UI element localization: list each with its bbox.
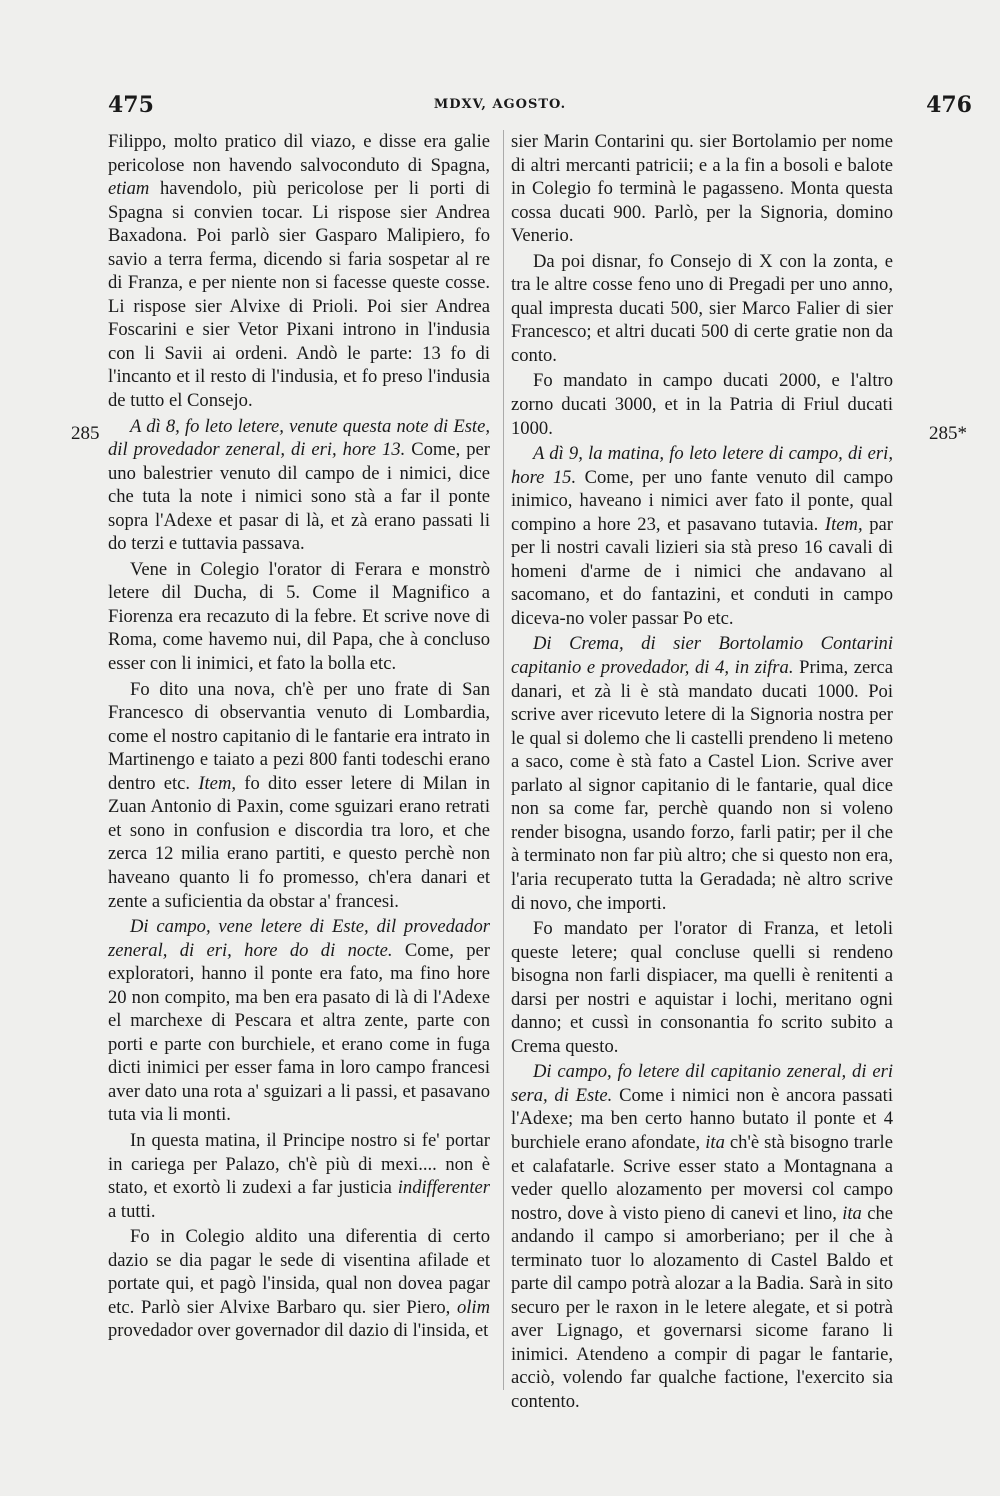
text-run: Fo in Colegio aldito una diferentia di certo dazio se dia pagar le sede di visentina afilade et portate qui, et pagò l'insida, qual non dovea pagar etc. Parlò sier Alvixe Barbaro qu. sier Piero,: [108, 1226, 490, 1318]
italic-text: A dì 8, fo leto letere, venute questa note di Este, dil provedador zeneral, di eri, hore 13.: [108, 415, 490, 461]
italic-text: ita: [705, 1131, 725, 1153]
text-run: In questa matina, il Principe nostro si fe' portar in cariega per Palazo, ch'è più di mexi.... non è stato, et exortò li zudexi a far justicia: [108, 1129, 490, 1199]
italic-text: Item,: [824, 513, 863, 535]
text-run: Fo mandato in campo ducati 2000, e l'altro zorno ducati 3000, et in la Patria di Friul ducati 1000.: [511, 370, 893, 439]
text-run: Fo dito una nova, ch'è per uno frate di San Francesco di observantia venuto di Lombardia, come el nostro capitanio di le fantarie era intrato in Martinengo e taiato a pezi 800 fanti todeschi erano dentro etc.: [108, 678, 490, 794]
paragraph: [511, 250, 893, 368]
italic-text: Di Crema, di sier Bortolamio Contarini capitanio e provedador, di 4, in zifra.: [511, 633, 893, 679]
text-column-left: [108, 130, 490, 1345]
text-run: a tutti.: [108, 1200, 156, 1222]
text-run: fo dito esser letere di Milan in Zuan Antonio di Paxin, come sguizari erano retrati et sono in confusion e discordia tra loro, et che zerca 12 milia erano partiti, e questo perchè non haveano quanto li fo promesso, ch'era danari et zente a suficientia da obstar a' francesi.: [108, 772, 490, 912]
text-run: Come i nimici non è ancora passati l'Adexe; ma ben certo hanno butato il ponte et 4 burchiele erano afondate,: [511, 1084, 893, 1153]
paragraph: [511, 130, 893, 248]
text-run: Vene in Colegio l'orator di Ferara e monstrò letere dil Ducha, di 5. Come il Magnifico a Fiorenza era recazuto di la febre. Et scrive nove di Roma, come havemo nui, dil Papa, che à concluso esser con li inimici, et fato la bolla etc.: [108, 558, 490, 675]
paragraph: [108, 678, 490, 913]
text-run: Come, per exploratori, hanno il ponte era fato, ma fino hore 20 non compito, ma ben era pasato di là di l'Adexe el marchexe di Pescara et altra zente, parte con porti e parte con burchiele, et erano come in fuga dicti inimici per esser fama in loro campo francesi aver dato una rota a' sguizari a li passi, et pasavano tuta via li monti.: [108, 939, 491, 1126]
text-run: Prima, zerca danari, et zà li è stà mandato ducati 1000. Poi scrive aver ricevuto letere di la Signoria nostra per le qual si dolemo che li castelli prendeno li meteno a saco, come è stà fato a Castel Lion. Scrive aver parlato al signor capitanio di le fantarie, qual dice non sa come far, perchè quando non si voleno render bisogna, usando forzo, farli patir; per il che à terminato non far più altro; che si questo non era, l'aria recuperato tutta la Geradada; nè altro scrive di novo, che importi.: [511, 657, 893, 914]
text-run: Fo mandato per l'orator di Franza, et letoli queste letere; qual concluse quelli si rendeno bisogna non farli dispiacer, ma quelli è renitenti a darsi per nostri e aquistar i lochi, meritano ogni danno; et cussì in consonantia fo scrito subito a Crema questo.: [511, 918, 893, 1057]
paragraph: [108, 1225, 490, 1343]
paragraph: [511, 369, 893, 440]
italic-text: Di campo, fo letere dil capitanio zeneral, di eri sera, di Este.: [511, 1061, 893, 1106]
text-run: Come, per uno fante venuto dil campo inimico, haveano i nimici aver fato il ponte, qual compino a hore 23, et pasavano tutavia.: [511, 466, 893, 535]
paragraph: [511, 917, 893, 1058]
page-number-right: 476: [926, 92, 972, 118]
text-run: par per li nostri cavali lizieri sia stà preso 16 cavali di homeni d'arme de i nimici che andavano al sacomano, et do fantazini, et conduti in campo diceva-no voler passar Po etc.: [511, 513, 893, 629]
margin-column-number-left: 285: [71, 423, 100, 444]
italic-text: ita: [842, 1202, 862, 1224]
paragraph: [511, 632, 893, 915]
paragraph: [511, 442, 893, 630]
text-run: Come, per uno balestrier venuto dil campo de i nimici, dice che tuta la note i nimici sono stà a far il ponte sopra l'Adexe et pasar di là, et zà erano passati li do terzi e tuttavia passava.: [108, 439, 490, 555]
italic-text: Item,: [198, 772, 237, 794]
running-head: MDXV, AGOSTO.: [433, 97, 567, 112]
text-run: che andando il campo si amorberiano; per il che à terminato tuor lo alozamento di Castel Baldo et parte dil campo potrà alozar a la Badia. Sarà in sito securo per le raxon in le letere alegate, et si potrà aver Lignago, et governarsi sicome farano li inimici. Atendeno a compir di pagar le fantarie, acciò, volendo far qualche factione, l'exercito sia contento.: [511, 1202, 894, 1412]
italic-text: etiam: [108, 178, 150, 200]
italic-text: Di campo, vene letere di Este, dil provedador zeneral, di eri, hore do di nocte.: [108, 916, 490, 961]
italic-text: indifferenter: [397, 1177, 490, 1199]
italic-text: A dì 9, la matina, fo leto letere di campo, di eri, hore 15.: [511, 443, 893, 488]
paragraph: [108, 1129, 490, 1223]
text-run: Filippo, molto pratico dil viazo, e disse era galie pericolose non havendo salvoconduto di Spagna,: [108, 131, 490, 176]
margin-column-number-right: 285*: [929, 423, 967, 444]
paragraph: [511, 1060, 893, 1413]
text-run: sier Marin Contarini qu. sier Bortolamio per nome di altri mercanti patricii; e a la fin a bosoli e balote in Colegio fo terminà le pagasseno. Monta questa cossa ducati 900. Parlò, per la Signoria, domino Venerio.: [511, 131, 893, 247]
paragraph: [108, 915, 490, 1127]
text-run: provedador over governador dil dazio di l'insida, et: [108, 1320, 489, 1342]
page-number-left: 475: [108, 92, 154, 118]
text-run: Da poi disnar, fo Consejo di X con la zonta, e tra le altre cosse feno uno di Pregadi per uno anno, qual impresta ducati 500, sier Marco Falier di sier Francesco; et altri ducati 500 di certe gratie non da conto.: [511, 250, 893, 366]
text-run: havendolo, più pericolose per li porti di Spagna si convien tocar. Li rispose sier Andrea Baxadona. Poi parlò sier Gasparo Malipiero, fo savio a terra ferma, dicendo si faria sospetar al re di Franza, e per niente non si facesse queste cosse. Li rispose sier Alvixe di Prioli. Poi sier Andrea Foscarini e sier Vetor Pixani introno in l'indusia con li Savii ai ordeni. Andò le parte: 13 fo di l'incanto et il resto di l'indusia, et fo preso l'indusia de tutto el Consejo.: [108, 178, 490, 412]
paragraph: [108, 558, 490, 676]
paragraph: [108, 130, 490, 413]
text-column-right: [511, 130, 893, 1416]
italic-text: olim: [456, 1296, 490, 1318]
column-divider: [503, 130, 504, 1390]
paragraph: [108, 415, 490, 556]
text-run: ch'è stà bisogno trarle et calafatarle. Scrive esser stato a Montagnana a veder quello alozamento per moversi col campo nostro, dove à visto pieno di canevi et lino,: [511, 1131, 893, 1224]
